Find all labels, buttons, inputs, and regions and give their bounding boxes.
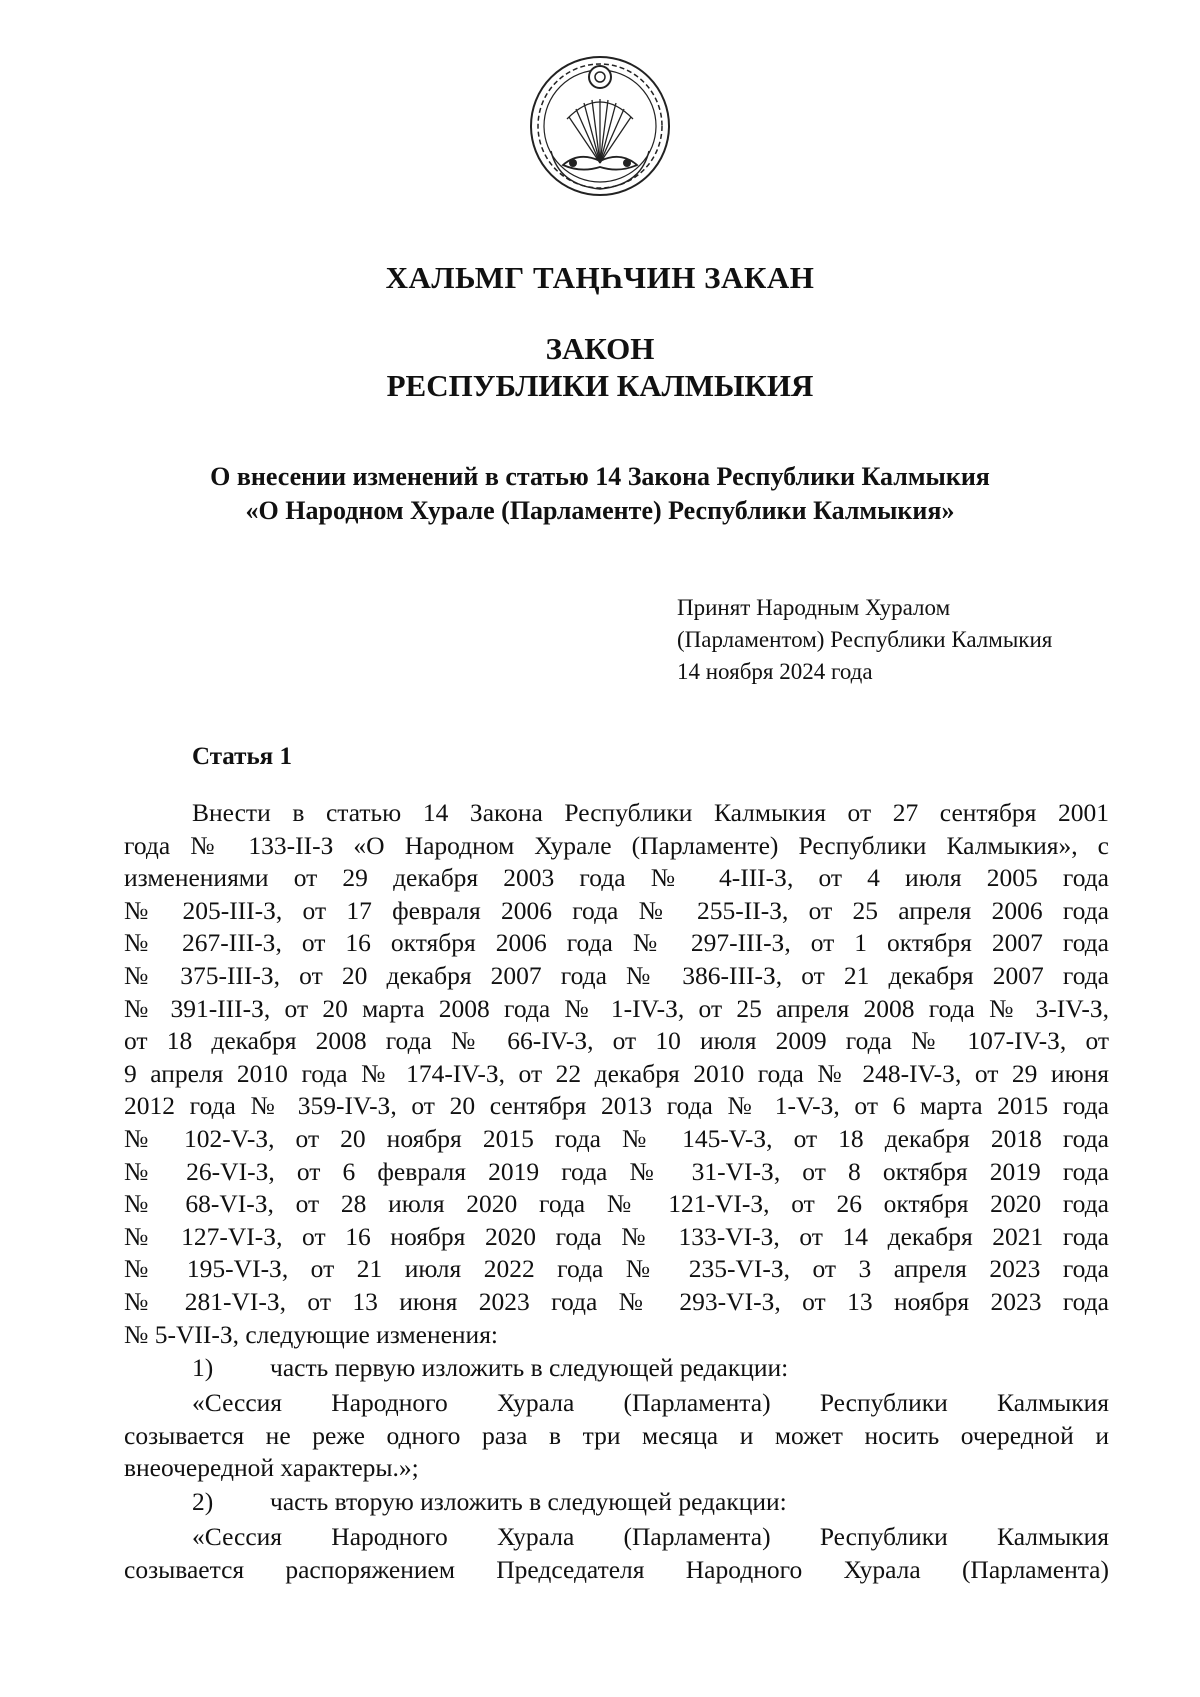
intro-line: № 195-VI-З, от 21 июля 2022 года № 235-VI-З, от 3 апреля 2023 года	[124, 1254, 1109, 1284]
intro-line: № 281-VI-З, от 13 июня 2023 года № 293-VI-З, от 13 ноября 2023 года	[124, 1286, 1109, 1316]
republic-label: РЕСПУБЛИКИ КАЛМЫКИЯ	[386, 368, 814, 403]
intro-line: № 391-III-З, от 20 марта 2008 года № 1-IV-З, от 25 апреля 2008 года № 3-IV-З,	[124, 993, 1109, 1023]
intro-line: от 18 декабря 2008 года № 66-IV-З, от 10 июля 2009 года № 107-IV-З, от	[124, 1026, 1109, 1056]
article-intro-paragraph	[124, 797, 1109, 1351]
intro-line: № 26-VI-З, от 6 февраля 2019 года № 31-VI-З, от 8 октября 2019 года	[124, 1156, 1109, 1186]
quote-line: «Сессия Народного Хурала (Парламента) Республики Калмыкия	[192, 1522, 1109, 1551]
intro-line: № 375-III-З, от 20 декабря 2007 года № 386-III-З, от 21 декабря 2007 года	[124, 960, 1109, 990]
intro-line: года № 133-II-З «О Народном Хурале (Парламенте) Республики Калмыкия», с	[124, 830, 1109, 860]
intro-line: № 127-VI-З, от 16 ноября 2020 года № 133-VI-З, от 14 декабря 2021 года	[124, 1221, 1109, 1251]
intro-line: № 267-III-З, от 16 октября 2006 года № 297-III-З, от 1 октября 2007 года	[124, 928, 1109, 958]
adoption-date: 14 ноября 2024 года	[677, 659, 873, 684]
intro-line: 2012 года № 359-IV-З, от 20 сентября 2013 года № 1-V-З, от 6 марта 2015 года	[124, 1091, 1109, 1121]
law-subject	[0, 460, 1200, 528]
intro-line: изменениями от 29 декабря 2003 года № 4-III-З, от 4 июля 2005 года	[124, 863, 1109, 893]
intro-line: № 205-III-З, от 17 февраля 2006 года № 255-II-З, от 25 апреля 2006 года	[124, 895, 1109, 925]
law-heading	[0, 330, 1200, 404]
article-title: Статья 1	[192, 743, 292, 770]
intro-line: № 5-VII-З, следующие изменения:	[124, 1319, 499, 1349]
amendment-item-2	[192, 1487, 787, 1517]
quote-line: созывается распоряжением Председателя Народного Хурала (Парламента)	[124, 1554, 1109, 1584]
adoption-note	[677, 592, 1157, 688]
coat-of-arms-emblem	[529, 55, 671, 197]
amendment-item-1	[192, 1353, 788, 1383]
adoption-line-1: Принят Народным Хуралом	[677, 595, 951, 620]
item-number: 2)	[192, 1487, 214, 1516]
item-text: часть вторую изложить в следующей редакции:	[270, 1487, 787, 1516]
law-subject-line-2: «О Народном Хурале (Парламенте) Республики Калмыкия»	[245, 496, 955, 525]
item-text: часть первую изложить в следующей редакции:	[270, 1353, 789, 1382]
quote-line: созывается не реже одного раза в три месяца и может носить очередной и	[124, 1420, 1109, 1450]
intro-line: № 102-V-З, от 20 ноября 2015 года № 145-V-З, от 18 декабря 2018 года	[124, 1123, 1109, 1153]
intro-line: № 68-VI-З, от 28 июля 2020 года № 121-VI-З, от 26 октября 2020 года	[124, 1189, 1109, 1219]
law-label: ЗАКОН	[545, 331, 655, 366]
amendment-2-quote	[124, 1521, 1109, 1586]
intro-line: 9 апреля 2010 года № 174-IV-З, от 22 декабря 2010 года № 248-IV-З, от 29 июня	[124, 1058, 1109, 1088]
quote-line: «Сессия Народного Хурала (Парламента) Республики Калмыкия	[192, 1388, 1109, 1417]
intro-line: Внести в статью 14 Закона Республики Калмыкия от 27 сентября 2001	[192, 798, 1109, 827]
quote-line: внеочередной характеры.»;	[124, 1453, 419, 1483]
amendment-1-quote	[124, 1387, 1109, 1485]
kalmyk-law-title: ХАЛЬМГ ТАҢҺЧИН ЗАКАН	[385, 260, 815, 295]
adoption-line-2: (Парламентом) Республики Калмыкия	[677, 627, 1053, 652]
item-number: 1)	[192, 1353, 214, 1382]
law-subject-line-1: О внесении изменений в статью 14 Закона Республики Калмыкия	[210, 462, 990, 491]
